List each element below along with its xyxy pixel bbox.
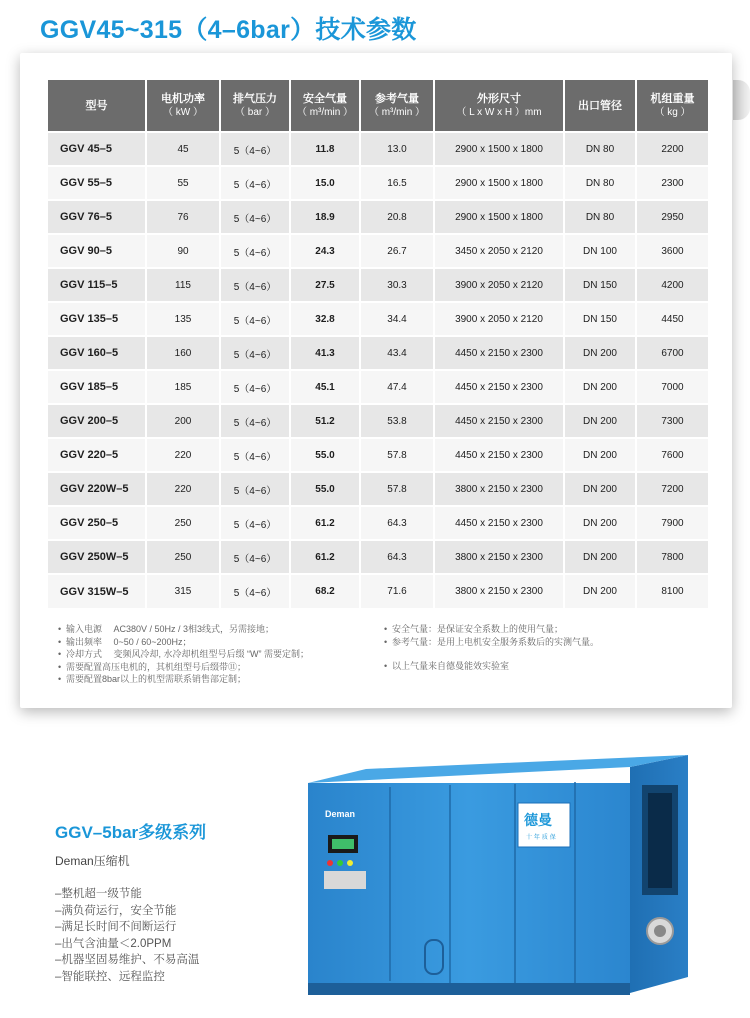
table-cell: GGV 160–5 <box>48 336 146 370</box>
machine-brand: Deman <box>325 809 356 819</box>
compressor-machine-image <box>300 755 700 1000</box>
table-cell: 3600 <box>636 234 708 268</box>
table-cell: 4450 x 2150 x 2300 <box>434 438 564 472</box>
table-cell: 3900 x 2050 x 2120 <box>434 302 564 336</box>
table-cell: GGV 185–5 <box>48 370 146 404</box>
column-header <box>564 80 636 132</box>
table-row <box>48 132 708 166</box>
column-header-label: 电机功率 <box>161 92 205 105</box>
table-cell: 5（4~6） <box>220 302 290 336</box>
machine-logo-sub: 十 年 质 保 <box>526 834 556 841</box>
column-header-label: 外形尺寸 <box>477 92 521 105</box>
spec-table <box>48 80 708 608</box>
table-cell: 68.2 <box>290 574 360 608</box>
column-header-label: 参考气量 <box>375 92 419 105</box>
feature-item: –满足长时间不间断运行 <box>55 921 177 933</box>
control-display <box>332 839 354 849</box>
table-cell: 2950 <box>636 200 708 234</box>
table-cell: GGV 135–5 <box>48 302 146 336</box>
table-cell: 57.8 <box>360 438 434 472</box>
table-cell: 220 <box>146 438 220 472</box>
table-cell: DN 100 <box>564 234 636 268</box>
table-cell: 64.3 <box>360 540 434 574</box>
table-cell: GGV 45–5 <box>48 132 146 166</box>
column-header-label: 出口管径 <box>578 99 622 112</box>
table-cell: 5（4~6） <box>220 132 290 166</box>
table-cell: 7000 <box>636 370 708 404</box>
table-cell: 5（4~6） <box>220 234 290 268</box>
table-cell: 3800 x 2150 x 2300 <box>434 540 564 574</box>
column-header <box>360 80 434 132</box>
table-cell: 2900 x 1500 x 1800 <box>434 200 564 234</box>
table-cell: 4450 x 2150 x 2300 <box>434 336 564 370</box>
table-cell: DN 150 <box>564 302 636 336</box>
table-cell: 2300 <box>636 166 708 200</box>
table-cell: 7200 <box>636 472 708 506</box>
table-cell: DN 200 <box>564 472 636 506</box>
table-cell: DN 200 <box>564 574 636 608</box>
table-cell: 13.0 <box>360 132 434 166</box>
table-cell: GGV 315W–5 <box>48 574 146 608</box>
control-panel <box>324 871 366 889</box>
table-cell: 61.2 <box>290 506 360 540</box>
column-header <box>48 80 146 132</box>
table-cell: 55.0 <box>290 472 360 506</box>
table-cell: 90 <box>146 234 220 268</box>
table-cell: 24.3 <box>290 234 360 268</box>
table-cell: 5（4~6） <box>220 574 290 608</box>
page-title: GGV45~315（4–6bar）技术参数 <box>40 16 417 44</box>
table-row <box>48 336 708 370</box>
table-cell: 18.9 <box>290 200 360 234</box>
table-cell: 53.8 <box>360 404 434 438</box>
table-cell: GGV 115–5 <box>48 268 146 302</box>
table-cell: DN 200 <box>564 336 636 370</box>
table-cell: DN 200 <box>564 438 636 472</box>
table-cell: 57.8 <box>360 472 434 506</box>
column-header-unit: （ m³/min ） <box>368 106 426 118</box>
column-header <box>434 80 564 132</box>
vent-inner <box>648 793 672 888</box>
column-header <box>146 80 220 132</box>
table-cell: DN 200 <box>564 540 636 574</box>
table-cell: 27.5 <box>290 268 360 302</box>
table-cell: 2200 <box>636 132 708 166</box>
outlet-pipe <box>654 925 666 937</box>
note-item: • 输出频率 0~50 / 60~200Hz； <box>58 636 388 649</box>
note-item: • 需要配置8bar以上的机型需联系销售部定制； <box>58 673 388 686</box>
table-cell: DN 80 <box>564 166 636 200</box>
table-cell: 4200 <box>636 268 708 302</box>
table-row <box>48 574 708 608</box>
note-item: • 参考气量：是用上电机安全服务系数后的实测气量。 <box>384 636 704 649</box>
table-cell: GGV 220W–5 <box>48 472 146 506</box>
table-row <box>48 166 708 200</box>
table-cell: GGV 250W–5 <box>48 540 146 574</box>
feature-item: –智能联控、远程监控 <box>55 970 165 983</box>
table-cell: GGV 76–5 <box>48 200 146 234</box>
table-cell: 3800 x 2150 x 2300 <box>434 472 564 506</box>
table-row <box>48 302 708 336</box>
column-header-unit: （ bar ） <box>234 106 275 118</box>
table-cell: 2900 x 1500 x 1800 <box>434 166 564 200</box>
table-header-row <box>48 80 708 132</box>
table-cell: 30.3 <box>360 268 434 302</box>
column-header <box>290 80 360 132</box>
table-cell: GGV 55–5 <box>48 166 146 200</box>
table-cell: 64.3 <box>360 506 434 540</box>
column-header-unit: （ m³/min ） <box>296 106 354 118</box>
machine-logo-text: 德曼 <box>524 813 552 829</box>
table-cell: GGV 90–5 <box>48 234 146 268</box>
column-header-label: 安全气量 <box>303 92 347 105</box>
card-edge-tab <box>733 80 750 120</box>
table-cell: DN 200 <box>564 506 636 540</box>
table-body <box>48 132 708 608</box>
table-cell: 220 <box>146 472 220 506</box>
table-row <box>48 268 708 302</box>
table-cell: DN 80 <box>564 132 636 166</box>
column-header-unit: （ L x W x H ）mm <box>456 106 542 118</box>
notes-right <box>384 623 704 673</box>
machine-base <box>308 983 630 995</box>
column-header-label: 机组重量 <box>650 92 695 105</box>
table-cell: 250 <box>146 506 220 540</box>
table-cell: 7900 <box>636 506 708 540</box>
column-header-unit: （ kg ） <box>654 106 691 118</box>
table-cell: 4450 x 2150 x 2300 <box>434 404 564 438</box>
table-cell: 4450 <box>636 302 708 336</box>
table-cell: 15.0 <box>290 166 360 200</box>
table-row <box>48 506 708 540</box>
table-cell: 20.8 <box>360 200 434 234</box>
note-item: • 以上气量来自德曼能效实验室 <box>384 660 704 673</box>
table-cell: 3450 x 2050 x 2120 <box>434 234 564 268</box>
series-title: GGV–5bar多级系列 <box>55 823 207 842</box>
table-cell: 34.4 <box>360 302 434 336</box>
table-row <box>48 200 708 234</box>
table-cell: 32.8 <box>290 302 360 336</box>
table-cell: 7300 <box>636 404 708 438</box>
note-item: • 冷却方式 变频风冷却, 水冷却机组型号后缀 “W” 需要定制； <box>58 648 388 661</box>
notes-left <box>58 623 388 686</box>
table-cell: 200 <box>146 404 220 438</box>
table-cell: 47.4 <box>360 370 434 404</box>
table-cell: 115 <box>146 268 220 302</box>
table-cell: 51.2 <box>290 404 360 438</box>
table-cell: 11.8 <box>290 132 360 166</box>
table-cell: 5（4~6） <box>220 404 290 438</box>
table-cell: 43.4 <box>360 336 434 370</box>
table-cell: 185 <box>146 370 220 404</box>
series-tagline: Deman压缩机 <box>55 854 130 868</box>
table-cell: 45.1 <box>290 370 360 404</box>
table-cell: 315 <box>146 574 220 608</box>
table-cell: 26.7 <box>360 234 434 268</box>
table-cell: 7800 <box>636 540 708 574</box>
feature-item: –出气含油量＜2.0PPM <box>55 937 172 950</box>
table-row <box>48 472 708 506</box>
table-cell: 5（4~6） <box>220 268 290 302</box>
table-row <box>48 370 708 404</box>
table-cell: 160 <box>146 336 220 370</box>
table-cell: 5（4~6） <box>220 200 290 234</box>
column-header-label: 排气压力 <box>233 92 277 105</box>
table-row <box>48 438 708 472</box>
note-item: • 输入电源 AC380V / 50Hz / 3相3线式，另需接地； <box>58 623 388 636</box>
table-cell: DN 150 <box>564 268 636 302</box>
table-row <box>48 234 708 268</box>
table-cell: 3900 x 2050 x 2120 <box>434 268 564 302</box>
table-cell: 5（4~6） <box>220 370 290 404</box>
table-cell: 61.2 <box>290 540 360 574</box>
column-header-label: 型号 <box>85 99 108 112</box>
table-cell: 16.5 <box>360 166 434 200</box>
table-cell: 5（4~6） <box>220 506 290 540</box>
table-cell: 5（4~6） <box>220 472 290 506</box>
table-cell: 5（4~6） <box>220 540 290 574</box>
table-cell: DN 200 <box>564 370 636 404</box>
table-cell: GGV 220–5 <box>48 438 146 472</box>
table-cell: DN 200 <box>564 404 636 438</box>
table-cell: 3800 x 2150 x 2300 <box>434 574 564 608</box>
table-cell: 5（4~6） <box>220 166 290 200</box>
feature-item: –机器坚固易维护、不易高温 <box>55 954 200 966</box>
table-cell: 5（4~6） <box>220 438 290 472</box>
table-row <box>48 404 708 438</box>
table-row <box>48 540 708 574</box>
table-cell: 135 <box>146 302 220 336</box>
note-item: • 需要配置高压电机的，其机组型号后缀带⑪； <box>58 661 388 674</box>
note-item: • 安全气量：是保证安全系数上的使用气量； <box>384 623 704 636</box>
column-header <box>636 80 708 132</box>
table-cell: 55 <box>146 166 220 200</box>
column-header-unit: （ kW ） <box>163 106 203 118</box>
table-cell: 71.6 <box>360 574 434 608</box>
table-cell: 55.0 <box>290 438 360 472</box>
table-cell: GGV 250–5 <box>48 506 146 540</box>
feature-item: –满负荷运行，安全节能 <box>55 904 177 917</box>
table-cell: 6700 <box>636 336 708 370</box>
table-cell: 8100 <box>636 574 708 608</box>
table-cell: 250 <box>146 540 220 574</box>
table-cell: 2900 x 1500 x 1800 <box>434 132 564 166</box>
table-cell: GGV 200–5 <box>48 404 146 438</box>
table-cell: 7600 <box>636 438 708 472</box>
table-cell: 5（4~6） <box>220 336 290 370</box>
table-cell: 76 <box>146 200 220 234</box>
column-header <box>220 80 290 132</box>
table-cell: 41.3 <box>290 336 360 370</box>
feature-list <box>55 886 199 985</box>
table-cell: 45 <box>146 132 220 166</box>
table-cell: 4450 x 2150 x 2300 <box>434 506 564 540</box>
table-cell: DN 80 <box>564 200 636 234</box>
feature-item: –整机超一级节能 <box>55 888 142 900</box>
table-cell: 4450 x 2150 x 2300 <box>434 370 564 404</box>
